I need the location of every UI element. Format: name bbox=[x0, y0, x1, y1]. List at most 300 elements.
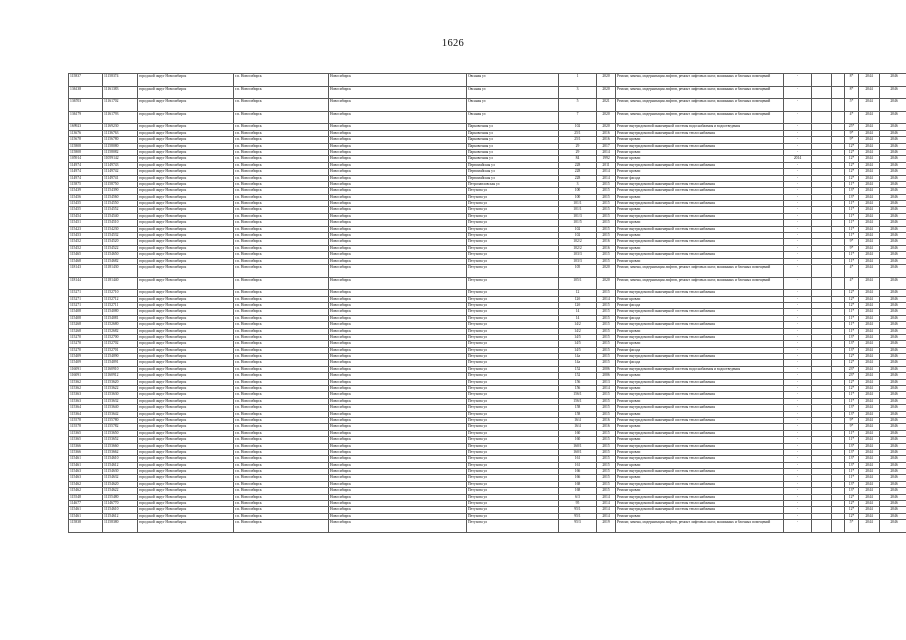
cell-work-type: Ремонт внутридомовой инженерной системы теплоснабжения bbox=[616, 481, 784, 487]
cell-street: Овсяная ул bbox=[467, 99, 559, 112]
cell-street: Петухова ул bbox=[467, 443, 559, 449]
cell-period-start: 2044 bbox=[859, 233, 880, 239]
cell-house-number: 161 bbox=[559, 456, 597, 462]
cell-record-code: 11155782 bbox=[103, 424, 138, 430]
cell-blank bbox=[832, 111, 845, 124]
cell-street: Петухова ул bbox=[467, 213, 559, 219]
cell-street: Петухова ул bbox=[467, 424, 559, 430]
cell-year: 2015 bbox=[597, 258, 616, 264]
cell-floors: 12* bbox=[845, 143, 859, 149]
cell-settlement: г.п. Новосибирск bbox=[234, 188, 329, 194]
cell-settlement: г.п. Новосибирск bbox=[234, 226, 329, 232]
cell-period-end: 2046 bbox=[880, 302, 906, 308]
cell-floors: 8* bbox=[845, 74, 859, 87]
cell-period-start: 2044 bbox=[859, 481, 880, 487]
cell-house-number: 12б bbox=[559, 296, 597, 302]
cell-work-type: Ремонт внутридомовой инженерной системы теплоснабжения bbox=[616, 130, 784, 136]
cell-settlement: г.п. Новосибирск bbox=[234, 366, 329, 372]
cell-period-end: 2046 bbox=[880, 188, 906, 194]
cell-period-end: 2046 bbox=[880, 373, 906, 379]
cell-locality: Новосибирск bbox=[329, 233, 467, 239]
cell-locality: Новосибирск bbox=[329, 341, 467, 347]
cell-last-repair: - bbox=[784, 437, 812, 443]
cell-house-id: 115409 bbox=[69, 360, 103, 366]
cell-period-start: 2044 bbox=[859, 315, 880, 321]
cell-period-start: 2044 bbox=[859, 258, 880, 264]
cell-settlement: г.п. Новосибирск bbox=[234, 239, 329, 245]
cell-period-start: 2044 bbox=[859, 277, 880, 290]
cell-house-id: 115452 bbox=[69, 245, 103, 251]
cell-floors: 13* bbox=[845, 341, 859, 347]
cell-house-number: 158 bbox=[559, 405, 597, 411]
cell-house-id: 115455 bbox=[69, 201, 103, 207]
cell-last-repair: - bbox=[784, 162, 812, 168]
cell-record-code: 11154081 bbox=[103, 315, 138, 321]
cell-district: городской округ Новосибирск bbox=[138, 277, 234, 290]
cell-house-id: 115463 bbox=[69, 469, 103, 475]
cell-locality: Новосибирск bbox=[329, 386, 467, 392]
cell-floors: 25* bbox=[845, 124, 859, 130]
cell-district: городской округ Новосибирск bbox=[138, 520, 234, 533]
cell-street: Петухова ул bbox=[467, 366, 559, 372]
cell-period-end: 2046 bbox=[880, 239, 906, 245]
cell-street: Петухова ул bbox=[467, 201, 559, 207]
cell-street: Петухова ул bbox=[467, 456, 559, 462]
cell-work-type: Ремонт кровли bbox=[616, 220, 784, 226]
cell-locality: Новосибирск bbox=[329, 201, 467, 207]
cell-house-number: 156/1 bbox=[559, 398, 597, 404]
cell-year: 2015 bbox=[597, 226, 616, 232]
cell-district: городской округ Новосибирск bbox=[138, 488, 234, 494]
cell-house-id: 118144 bbox=[69, 277, 103, 290]
cell-last-repair: - bbox=[784, 405, 812, 411]
cell-house-number: 105/1 bbox=[559, 277, 597, 290]
cell-last-repair: - bbox=[784, 188, 812, 194]
cell-floors: 11* bbox=[845, 220, 859, 226]
cell-last-repair: - bbox=[784, 469, 812, 475]
cell-district: городской округ Новосибирск bbox=[138, 462, 234, 468]
cell-year: 2015 bbox=[597, 334, 616, 340]
cell-settlement: г.п. Новосибирск bbox=[234, 386, 329, 392]
cell-locality: Новосибирск bbox=[329, 347, 467, 353]
cell-period-end: 2046 bbox=[880, 341, 906, 347]
cell-last-repair: - bbox=[784, 424, 812, 430]
cell-record-code: 11154390 bbox=[103, 188, 138, 194]
cell-locality: Новосибирск bbox=[329, 181, 467, 187]
cell-floors: 13* bbox=[845, 481, 859, 487]
cell-district: городской округ Новосибирск bbox=[138, 233, 234, 239]
cell-street: Овсяная ул bbox=[467, 74, 559, 87]
cell-year: 2015 bbox=[597, 443, 616, 449]
cell-floors: 11* bbox=[845, 181, 859, 187]
cell-last-repair: - bbox=[784, 334, 812, 340]
cell-record-code: 11154532 bbox=[103, 233, 138, 239]
cell-settlement: г.п. Новосибирск bbox=[234, 233, 329, 239]
cell-blank bbox=[812, 111, 832, 124]
cell-year: 2020 bbox=[597, 124, 616, 130]
cell-settlement: г.п. Новосибирск bbox=[234, 156, 329, 162]
cell-house-number: 16/4 bbox=[559, 424, 597, 430]
cell-locality: Новосибирск bbox=[329, 74, 467, 87]
cell-period-start: 2044 bbox=[859, 379, 880, 385]
cell-street: Петухова ул bbox=[467, 226, 559, 232]
cell-work-type: Ремонт внутридомовой инженерной системы теплоснабжения bbox=[616, 501, 784, 507]
cell-district: городской округ Новосибирск bbox=[138, 437, 234, 443]
cell-district: городской округ Новосибирск bbox=[138, 456, 234, 462]
cell-district: городской округ Новосибирск bbox=[138, 111, 234, 124]
cell-year: 2015 bbox=[597, 430, 616, 436]
cell-year: 2014 bbox=[597, 169, 616, 175]
cell-period-start: 2044 bbox=[859, 360, 880, 366]
cell-work-type: Ремонт внутридомовой инженерной системы теплоснабжения bbox=[616, 213, 784, 219]
cell-last-repair: - bbox=[784, 341, 812, 347]
cell-district: городской округ Новосибирск bbox=[138, 341, 234, 347]
cell-floors: 12* bbox=[845, 360, 859, 366]
cell-street: Петухова ул bbox=[467, 501, 559, 507]
cell-year: 2015 bbox=[597, 181, 616, 187]
cell-street: Парковочная ул bbox=[467, 130, 559, 136]
cell-floors: 13* bbox=[845, 405, 859, 411]
cell-period-end: 2046 bbox=[880, 309, 906, 315]
cell-work-type: Ремонт внутридомовой инженерной системы теплоснабжения bbox=[616, 494, 784, 500]
cell-work-type: Ремонт внутридомовой инженерной системы теплоснабжения bbox=[616, 354, 784, 360]
cell-settlement: г.п. Новосибирск bbox=[234, 74, 329, 87]
cell-locality: Новосибирск bbox=[329, 315, 467, 321]
cell-last-repair: - bbox=[784, 226, 812, 232]
cell-locality: Новосибирск bbox=[329, 252, 467, 258]
cell-work-type: Ремонт внутридомовой инженерной системы теплоснабжения bbox=[616, 456, 784, 462]
cell-house-id: 115423 bbox=[69, 226, 103, 232]
cell-street: Парковочная ул bbox=[467, 149, 559, 155]
cell-house-number: 101/5 bbox=[559, 220, 597, 226]
cell-record-code: 11169230 bbox=[103, 124, 138, 130]
cell-house-number: 102/2 bbox=[559, 245, 597, 251]
cell-period-start: 2044 bbox=[859, 86, 880, 99]
cell-last-repair: - bbox=[784, 417, 812, 423]
cell-period-start: 2044 bbox=[859, 437, 880, 443]
cell-record-code: 11154520 bbox=[103, 239, 138, 245]
cell-floors: 11* bbox=[845, 430, 859, 436]
cell-district: городской округ Новосибирск bbox=[138, 130, 234, 136]
cell-settlement: г.п. Новосибирск bbox=[234, 86, 329, 99]
cell-house-id: 113676 bbox=[69, 130, 103, 136]
cell-work-type: Ремонт кровли bbox=[616, 488, 784, 494]
cell-record-code: 11158750 bbox=[103, 181, 138, 187]
cell-settlement: г.п. Новосибирск bbox=[234, 354, 329, 360]
cell-year: 2016 bbox=[597, 424, 616, 430]
cell-record-code: 11161383 bbox=[103, 86, 138, 99]
cell-floors: 9* bbox=[845, 417, 859, 423]
cell-locality: Новосибирск bbox=[329, 245, 467, 251]
cell-house-id: 115578 bbox=[69, 424, 103, 430]
cell-work-type: Ремонт кровли bbox=[616, 156, 784, 162]
cell-year: 2021 bbox=[597, 99, 616, 112]
cell-blank bbox=[832, 86, 845, 99]
cell-period-end: 2046 bbox=[880, 386, 906, 392]
cell-last-repair: - bbox=[784, 175, 812, 181]
cell-period-start: 2044 bbox=[859, 252, 880, 258]
cell-period-end: 2046 bbox=[880, 201, 906, 207]
cell-floors: 12* bbox=[845, 290, 859, 296]
cell-record-code: 11154550 bbox=[103, 201, 138, 207]
cell-street: Петухова ул bbox=[467, 373, 559, 379]
cell-house-number: 14 bbox=[559, 309, 597, 315]
cell-locality: Новосибирск bbox=[329, 469, 467, 475]
cell-period-start: 2044 bbox=[859, 143, 880, 149]
cell-period-end: 2046 bbox=[880, 233, 906, 239]
cell-floors: 11* bbox=[845, 213, 859, 219]
cell-year: 2014 bbox=[597, 507, 616, 513]
cell-locality: Новосибирск bbox=[329, 417, 467, 423]
cell-work-type: Ремонт кровли bbox=[616, 245, 784, 251]
cell-house-number: 6/3 bbox=[559, 494, 597, 500]
cell-locality: Новосибирск bbox=[329, 507, 467, 513]
cell-district: городской округ Новосибирск bbox=[138, 156, 234, 162]
cell-work-type: Ремонт кровли bbox=[616, 328, 784, 334]
cell-locality: Новосибирск bbox=[329, 99, 467, 112]
table-row bbox=[69, 111, 906, 124]
cell-house-number: 101/1 bbox=[559, 207, 597, 213]
cell-district: городской округ Новосибирск bbox=[138, 430, 234, 436]
cell-street: Петухова ул bbox=[467, 411, 559, 417]
cell-district: городской округ Новосибирск bbox=[138, 201, 234, 207]
cell-house-id: 115838 bbox=[69, 520, 103, 533]
cell-street: Петухова ул bbox=[467, 386, 559, 392]
cell-street: Петухова ул bbox=[467, 220, 559, 226]
cell-year: 2015 bbox=[597, 469, 616, 475]
cell-record-code: 11154090 bbox=[103, 354, 138, 360]
cell-settlement: г.п. Новосибирск bbox=[234, 437, 329, 443]
cell-house-id: 115366 bbox=[69, 443, 103, 449]
cell-last-repair: - bbox=[784, 501, 812, 507]
cell-district: городской округ Новосибирск bbox=[138, 494, 234, 500]
cell-year: 2016 bbox=[597, 137, 616, 143]
cell-street: Петухова ул bbox=[467, 462, 559, 468]
cell-last-repair: - bbox=[784, 507, 812, 513]
cell-period-end: 2046 bbox=[880, 74, 906, 87]
cell-period-start: 2044 bbox=[859, 207, 880, 213]
cell-settlement: г.п. Новосибирск bbox=[234, 149, 329, 155]
cell-work-type: Ремонт внутридомовой инженерной системы водоснабжения и водоотведения bbox=[616, 124, 784, 130]
cell-locality: Новосибирск bbox=[329, 149, 467, 155]
cell-work-type: Ремонт кровли bbox=[616, 437, 784, 443]
cell-period-end: 2046 bbox=[880, 334, 906, 340]
cell-period-end: 2046 bbox=[880, 437, 906, 443]
cell-period-end: 2046 bbox=[880, 328, 906, 334]
cell-record-code: 11156780 bbox=[103, 137, 138, 143]
cell-house-id: 115454 bbox=[69, 213, 103, 219]
cell-settlement: г.п. Новосибирск bbox=[234, 501, 329, 507]
cell-year: 2015 bbox=[597, 488, 616, 494]
cell-year: 2006 bbox=[597, 373, 616, 379]
cell-house-id: 136138 bbox=[69, 86, 103, 99]
cell-settlement: г.п. Новосибирск bbox=[234, 373, 329, 379]
cell-period-end: 2046 bbox=[880, 347, 906, 353]
cell-blank bbox=[812, 264, 832, 277]
cell-floors: 11* bbox=[845, 315, 859, 321]
cell-house-id: 115409 bbox=[69, 354, 103, 360]
cell-house-id: 115365 bbox=[69, 430, 103, 436]
cell-last-repair: - bbox=[784, 252, 812, 258]
cell-floors: 9* bbox=[845, 130, 859, 136]
cell-floors: 11* bbox=[845, 233, 859, 239]
cell-district: городской округ Новосибирск bbox=[138, 379, 234, 385]
cell-record-code: 11152712 bbox=[103, 296, 138, 302]
cell-period-end: 2046 bbox=[880, 156, 906, 162]
cell-year: 2020 bbox=[597, 277, 616, 290]
cell-house-id: 115461 bbox=[69, 462, 103, 468]
cell-year: 2015 bbox=[597, 201, 616, 207]
cell-settlement: г.п. Новосибирск bbox=[234, 207, 329, 213]
cell-record-code: 11158374 bbox=[103, 74, 138, 87]
cell-street: Петухова ул bbox=[467, 341, 559, 347]
cell-record-code: 11152701 bbox=[103, 347, 138, 353]
cell-street: Петропавловская ул bbox=[467, 181, 559, 187]
cell-house-id: 115837 bbox=[69, 74, 103, 87]
cell-period-end: 2046 bbox=[880, 354, 906, 360]
cell-record-code: 11152711 bbox=[103, 302, 138, 308]
cell-district: городской округ Новосибирск bbox=[138, 194, 234, 200]
cell-house-id: 115268 bbox=[69, 322, 103, 328]
cell-period-start: 2044 bbox=[859, 354, 880, 360]
cell-settlement: г.п. Новосибирск bbox=[234, 398, 329, 404]
cell-blank bbox=[812, 86, 832, 99]
cell-house-id: 115463 bbox=[69, 475, 103, 481]
cell-district: городской округ Новосибирск bbox=[138, 213, 234, 219]
cell-last-repair: - bbox=[784, 245, 812, 251]
cell-record-code: 11154230 bbox=[103, 226, 138, 232]
cell-house-number: 105 bbox=[559, 264, 597, 277]
cell-street: Петухова ул bbox=[467, 437, 559, 443]
cell-period-start: 2044 bbox=[859, 137, 880, 143]
cell-work-type: Ремонт внутридомовой инженерной системы теплоснабжения bbox=[616, 379, 784, 385]
cell-work-type: Ремонт, замена, модернизация лифтов, ремонт лифтовых шахт, машинных и блочных помещений bbox=[616, 86, 784, 99]
cell-locality: Новосибирск bbox=[329, 111, 467, 124]
cell-year: 2015 bbox=[597, 328, 616, 334]
cell-last-repair: - bbox=[784, 328, 812, 334]
cell-work-type: Ремонт внутридомовой инженерной системы теплоснабжения bbox=[616, 322, 784, 328]
cell-record-code: 11149742 bbox=[103, 169, 138, 175]
cell-period-end: 2046 bbox=[880, 220, 906, 226]
cell-period-start: 2044 bbox=[859, 296, 880, 302]
cell-work-type: Ремонт кровли bbox=[616, 137, 784, 143]
cell-last-repair: - bbox=[784, 302, 812, 308]
cell-street: Парковочная ул bbox=[467, 137, 559, 143]
cell-period-start: 2044 bbox=[859, 99, 880, 112]
cell-period-end: 2046 bbox=[880, 494, 906, 500]
cell-record-code: 11154560 bbox=[103, 194, 138, 200]
cell-last-repair: - bbox=[784, 354, 812, 360]
cell-settlement: г.п. Новосибирск bbox=[234, 296, 329, 302]
cell-blank bbox=[812, 277, 832, 290]
cell-work-type: Ремонт внутридомовой инженерной системы теплоснабжения bbox=[616, 392, 784, 398]
cell-year: 2016 bbox=[597, 245, 616, 251]
cell-record-code: 11146770 bbox=[103, 501, 138, 507]
cell-house-number: 25/1 bbox=[559, 130, 597, 136]
cell-record-code: 11152702 bbox=[103, 341, 138, 347]
cell-floors: 4* bbox=[845, 277, 859, 290]
cell-locality: Новосибирск bbox=[329, 264, 467, 277]
cell-settlement: г.п. Новосибирск bbox=[234, 360, 329, 366]
cell-locality: Новосибирск bbox=[329, 462, 467, 468]
cell-period-start: 2044 bbox=[859, 469, 880, 475]
cell-record-code: 11154610 bbox=[103, 507, 138, 513]
cell-floors: 23* bbox=[845, 366, 859, 372]
cell-house-number: 84 bbox=[559, 156, 597, 162]
cell-last-repair: - bbox=[784, 130, 812, 136]
cell-settlement: г.п. Новосибирск bbox=[234, 456, 329, 462]
cell-work-type: Ремонт внутридомовой инженерной системы теплоснабжения bbox=[616, 188, 784, 194]
cell-district: городской округ Новосибирск bbox=[138, 175, 234, 181]
cell-year: 2015 bbox=[597, 347, 616, 353]
cell-floors: 13* bbox=[845, 411, 859, 417]
cell-house-number: 103/3 bbox=[559, 252, 597, 258]
cell-record-code: 11153630 bbox=[103, 392, 138, 398]
cell-last-repair: - bbox=[784, 449, 812, 455]
cell-floors: 13* bbox=[845, 194, 859, 200]
cell-locality: Новосибирск bbox=[329, 290, 467, 296]
cell-district: городской округ Новосибирск bbox=[138, 124, 234, 130]
cell-district: городской округ Новосибирск bbox=[138, 252, 234, 258]
cell-floors: 9* bbox=[845, 424, 859, 430]
cell-house-number: 29 bbox=[559, 149, 597, 155]
cell-period-end: 2046 bbox=[880, 411, 906, 417]
cell-year: 2015 bbox=[597, 194, 616, 200]
cell-work-type: Ремонт кровли bbox=[616, 398, 784, 404]
cell-work-type: Ремонт кровли bbox=[616, 411, 784, 417]
cell-house-number: 7 bbox=[559, 111, 597, 124]
cell-house-id: 114974 bbox=[69, 169, 103, 175]
cell-period-end: 2046 bbox=[880, 181, 906, 187]
cell-last-repair: - bbox=[784, 443, 812, 449]
cell-settlement: г.п. Новосибирск bbox=[234, 213, 329, 219]
cell-house-id: 115451 bbox=[69, 220, 103, 226]
cell-period-start: 2044 bbox=[859, 411, 880, 417]
cell-work-type: Ремонт внутридомовой инженерной системы теплоснабжения bbox=[616, 443, 784, 449]
cell-locality: Новосибирск bbox=[329, 481, 467, 487]
cell-district: городской округ Новосибирск bbox=[138, 405, 234, 411]
cell-district: городской округ Новосибирск bbox=[138, 360, 234, 366]
cell-record-code: 11153652 bbox=[103, 437, 138, 443]
cell-street: Петухова ул bbox=[467, 520, 559, 533]
cell-house-id: 115268 bbox=[69, 328, 103, 334]
cell-locality: Новосибирск bbox=[329, 309, 467, 315]
cell-locality: Новосибирск bbox=[329, 296, 467, 302]
cell-record-code: 11154620 bbox=[103, 481, 138, 487]
cell-work-type: Ремонт фасада bbox=[616, 175, 784, 181]
cell-last-repair: - bbox=[784, 233, 812, 239]
cell-record-code: 11152710 bbox=[103, 290, 138, 296]
cell-house-number: 25/1 bbox=[559, 137, 597, 143]
cell-house-number: 14/5 bbox=[559, 334, 597, 340]
cell-period-end: 2046 bbox=[880, 462, 906, 468]
cell-work-type: Ремонт кровли bbox=[616, 424, 784, 430]
cell-record-code: 11160910 bbox=[103, 366, 138, 372]
cell-period-start: 2044 bbox=[859, 449, 880, 455]
cell-house-number: 12 bbox=[559, 290, 597, 296]
cell-period-start: 2044 bbox=[859, 213, 880, 219]
cell-work-type: Ремонт внутридомовой инженерной системы теплоснабжения bbox=[616, 469, 784, 475]
cell-district: городской округ Новосибирск bbox=[138, 226, 234, 232]
cell-year: 2014 bbox=[597, 149, 616, 155]
cell-house-number: 160 bbox=[559, 430, 597, 436]
cell-work-type: Ремонт кровли bbox=[616, 449, 784, 455]
cell-record-code: 11153622 bbox=[103, 386, 138, 392]
cell-settlement: г.п. Новосибирск bbox=[234, 175, 329, 181]
cell-locality: Новосибирск bbox=[329, 156, 467, 162]
cell-district: городской округ Новосибирск bbox=[138, 143, 234, 149]
cell-record-code: 11149741 bbox=[103, 175, 138, 181]
